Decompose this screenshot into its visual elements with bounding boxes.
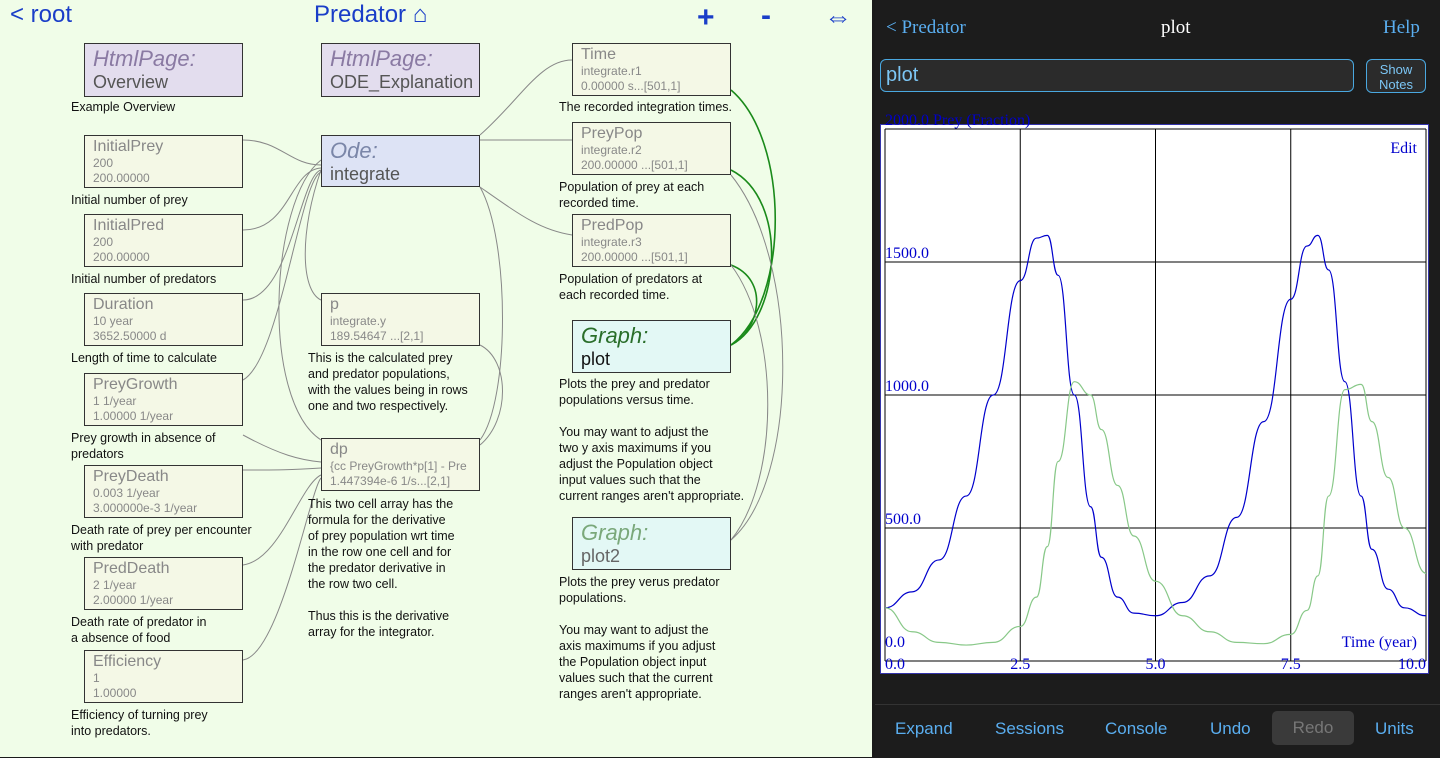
graph-name: plot2 (581, 546, 621, 566)
param-formula: 200 (93, 156, 114, 170)
sessions-button[interactable]: Sessions (995, 719, 1064, 738)
page-title-link[interactable]: Predator ⌂ (314, 1, 428, 28)
connection-curve (243, 170, 321, 300)
htmlpage-kind: HtmlPage: (330, 46, 433, 71)
param-name: PreyDeath (93, 468, 169, 485)
back-to-predator-link[interactable]: < Predator (886, 17, 966, 38)
param-desc: Initial number of predators (71, 272, 217, 286)
result-formula: integrate.r3 (581, 235, 642, 249)
help-link[interactable]: Help (1383, 17, 1420, 38)
y-tick-label: 500.0 (885, 511, 921, 528)
result-predpop[interactable] (572, 214, 731, 267)
result-desc: Population of predators at each recorded time. (559, 272, 703, 302)
param-desc: Death rate of predator in a absence of food (71, 615, 207, 645)
graph-name: plot (581, 349, 611, 369)
graph-plot[interactable] (572, 320, 731, 373)
param-value: 2.00000 1/year (93, 593, 174, 607)
param-desc: Length of time to calculate (71, 351, 217, 365)
param-desc: Initial number of prey (71, 193, 188, 207)
htmlpage-kind: HtmlPage: (93, 46, 196, 71)
graph-kind: Graph: (581, 323, 649, 348)
plot-svg (881, 112, 1428, 673)
detail-title: plot (1161, 17, 1191, 38)
cell-p-desc: This is the calculated prey and predator populations, with the values being in rows one and two respectively. (308, 351, 468, 413)
plot-area (880, 112, 1429, 674)
ode-kind: Ode: (330, 138, 378, 163)
graph-plot2-desc: Plots the prey verus predator populations. You may want to adjust the axis maximums if you adjust the Population object input values such that the current ranges aren't appropriate. (559, 575, 720, 701)
result-desc: Population of prey at each recorded time. (559, 180, 705, 210)
result-desc: The recorded integration times. (559, 100, 733, 114)
param-desc: Efficiency of turning prey into predators. (71, 708, 208, 738)
x-tick-label: 0.0 (885, 656, 905, 673)
result-formula: integrate.r1 (581, 64, 642, 78)
connection-curve (731, 90, 775, 345)
y-tick-label: 0.0 (885, 634, 905, 651)
x-tick-label: 10.0 (1398, 656, 1426, 673)
param-value: 200.00000 (93, 171, 150, 185)
param-initialprey[interactable] (84, 135, 243, 188)
param-value: 1.00000 1/year (93, 409, 174, 423)
connection-curve (480, 187, 503, 440)
cell-dp-desc: This two cell array has the formula for the derivative of prey population wrt time in the row one cell and for the predator derivative in the row two cell. Thus this is the derivative array for the integrator. (308, 497, 455, 639)
param-value: 3.000000e-3 1/year (93, 501, 198, 515)
param-duration[interactable] (84, 293, 243, 346)
remove-button[interactable]: - (761, 0, 771, 32)
param-value: 200.00000 (93, 250, 150, 264)
connection-curve (243, 168, 321, 230)
param-name: InitialPred (93, 217, 165, 234)
connection-curve (243, 468, 321, 470)
graph-plot2[interactable] (572, 517, 731, 570)
swap-icon[interactable]: ⇔ (824, 1, 852, 32)
cell-name: dp (330, 441, 348, 458)
x-tick-label: 5.0 (1145, 656, 1166, 673)
cell-formula: integrate.y (330, 314, 387, 328)
param-name: PredDeath (93, 560, 170, 577)
param-desc: Prey growth in absence of predators (71, 431, 216, 461)
param-preddeath[interactable] (84, 557, 243, 610)
plot-edit-link[interactable]: Edit (1390, 140, 1417, 157)
htmlpage-name: Overview (93, 72, 169, 92)
param-preygrowth[interactable] (84, 373, 243, 426)
cell-name: p (330, 296, 339, 313)
show-notes-button[interactable]: Show Notes (1366, 59, 1426, 93)
htmlpage-name: ODE_Explanation (330, 72, 474, 92)
bottom-toolbar (875, 704, 1440, 758)
htmlpage-ode-explanation[interactable] (321, 43, 480, 97)
result-value: 0.00000 s...[501,1] (581, 79, 681, 93)
param-value: 1.00000 (93, 686, 137, 700)
console-button[interactable]: Console (1105, 719, 1168, 738)
connection-curve (480, 60, 572, 135)
redo-button[interactable]: Redo (1272, 711, 1354, 745)
result-value: 200.00000 ...[501,1] (581, 158, 688, 172)
y-tick-label: 2000.0 Prey (Fraction) (885, 112, 1031, 129)
result-preypop[interactable] (572, 122, 731, 175)
param-name: Duration (93, 296, 154, 313)
connection-curve (243, 140, 321, 165)
result-name: PreyPop (581, 125, 643, 142)
connection-curve (731, 170, 772, 345)
expand-button[interactable]: Expand (895, 719, 953, 738)
x-axis-label: Time (year) (1341, 634, 1417, 651)
result-time[interactable] (572, 43, 731, 96)
units-button[interactable]: Units (1375, 719, 1414, 738)
connection-curve (480, 345, 503, 445)
result-value: 200.00000 ...[501,1] (581, 250, 688, 264)
y-tick-label: 1000.0 (885, 378, 929, 395)
result-name: PredPop (581, 217, 644, 234)
param-desc: Death rate of prey per encounter with predator (71, 523, 252, 553)
ode-name: integrate (330, 164, 401, 184)
object-name-input[interactable]: plot (880, 59, 1354, 92)
connection-curve (243, 172, 321, 380)
result-name: Time (581, 46, 616, 63)
param-formula: 2 1/year (93, 578, 137, 592)
detail-panel (875, 0, 1440, 757)
graph-kind: Graph: (581, 520, 649, 545)
htmlpage-overview-desc: Example Overview (71, 100, 176, 114)
connection-curve (243, 435, 321, 462)
result-formula: integrate.r2 (581, 143, 642, 157)
graph-plot-desc: Plots the prey and predator populations versus time. You may want to adjust the two y axis maximums if you adjust the Population object input values such that the current ranges aren't appropriate. (559, 377, 745, 503)
param-name: PreyGrowth (93, 376, 178, 393)
param-preydeath[interactable] (84, 465, 243, 518)
htmlpage-overview[interactable] (84, 43, 243, 97)
param-efficiency[interactable] (84, 650, 243, 703)
cell-formula: {cc PreyGrowth*p[1] - Pre (330, 459, 467, 473)
param-initialpred[interactable] (84, 214, 243, 267)
cell-p[interactable] (321, 293, 480, 346)
param-formula: 1 1/year (93, 394, 137, 408)
back-to-root-link[interactable]: < root (10, 1, 73, 28)
x-tick-label: 2.5 (1010, 656, 1031, 673)
ode-integrate[interactable] (321, 135, 480, 187)
cell-value: 189.54647 ...[2,1] (330, 329, 424, 343)
param-formula: 1 (93, 671, 100, 685)
x-tick-label: 7.5 (1280, 656, 1301, 673)
cell-dp[interactable] (321, 438, 480, 491)
param-value: 3652.50000 d (93, 329, 167, 343)
undo-button[interactable]: Undo (1210, 719, 1251, 738)
add-button[interactable]: + (697, 1, 715, 34)
y-tick-label: 1500.0 (885, 245, 929, 262)
cell-value: 1.447394e-6 1/s...[2,1] (330, 474, 451, 488)
param-name: InitialPrey (93, 138, 164, 155)
param-formula: 10 year (93, 314, 134, 328)
param-formula: 0.003 1/year (93, 486, 160, 500)
param-name: Efficiency (93, 653, 162, 670)
param-formula: 200 (93, 235, 114, 249)
